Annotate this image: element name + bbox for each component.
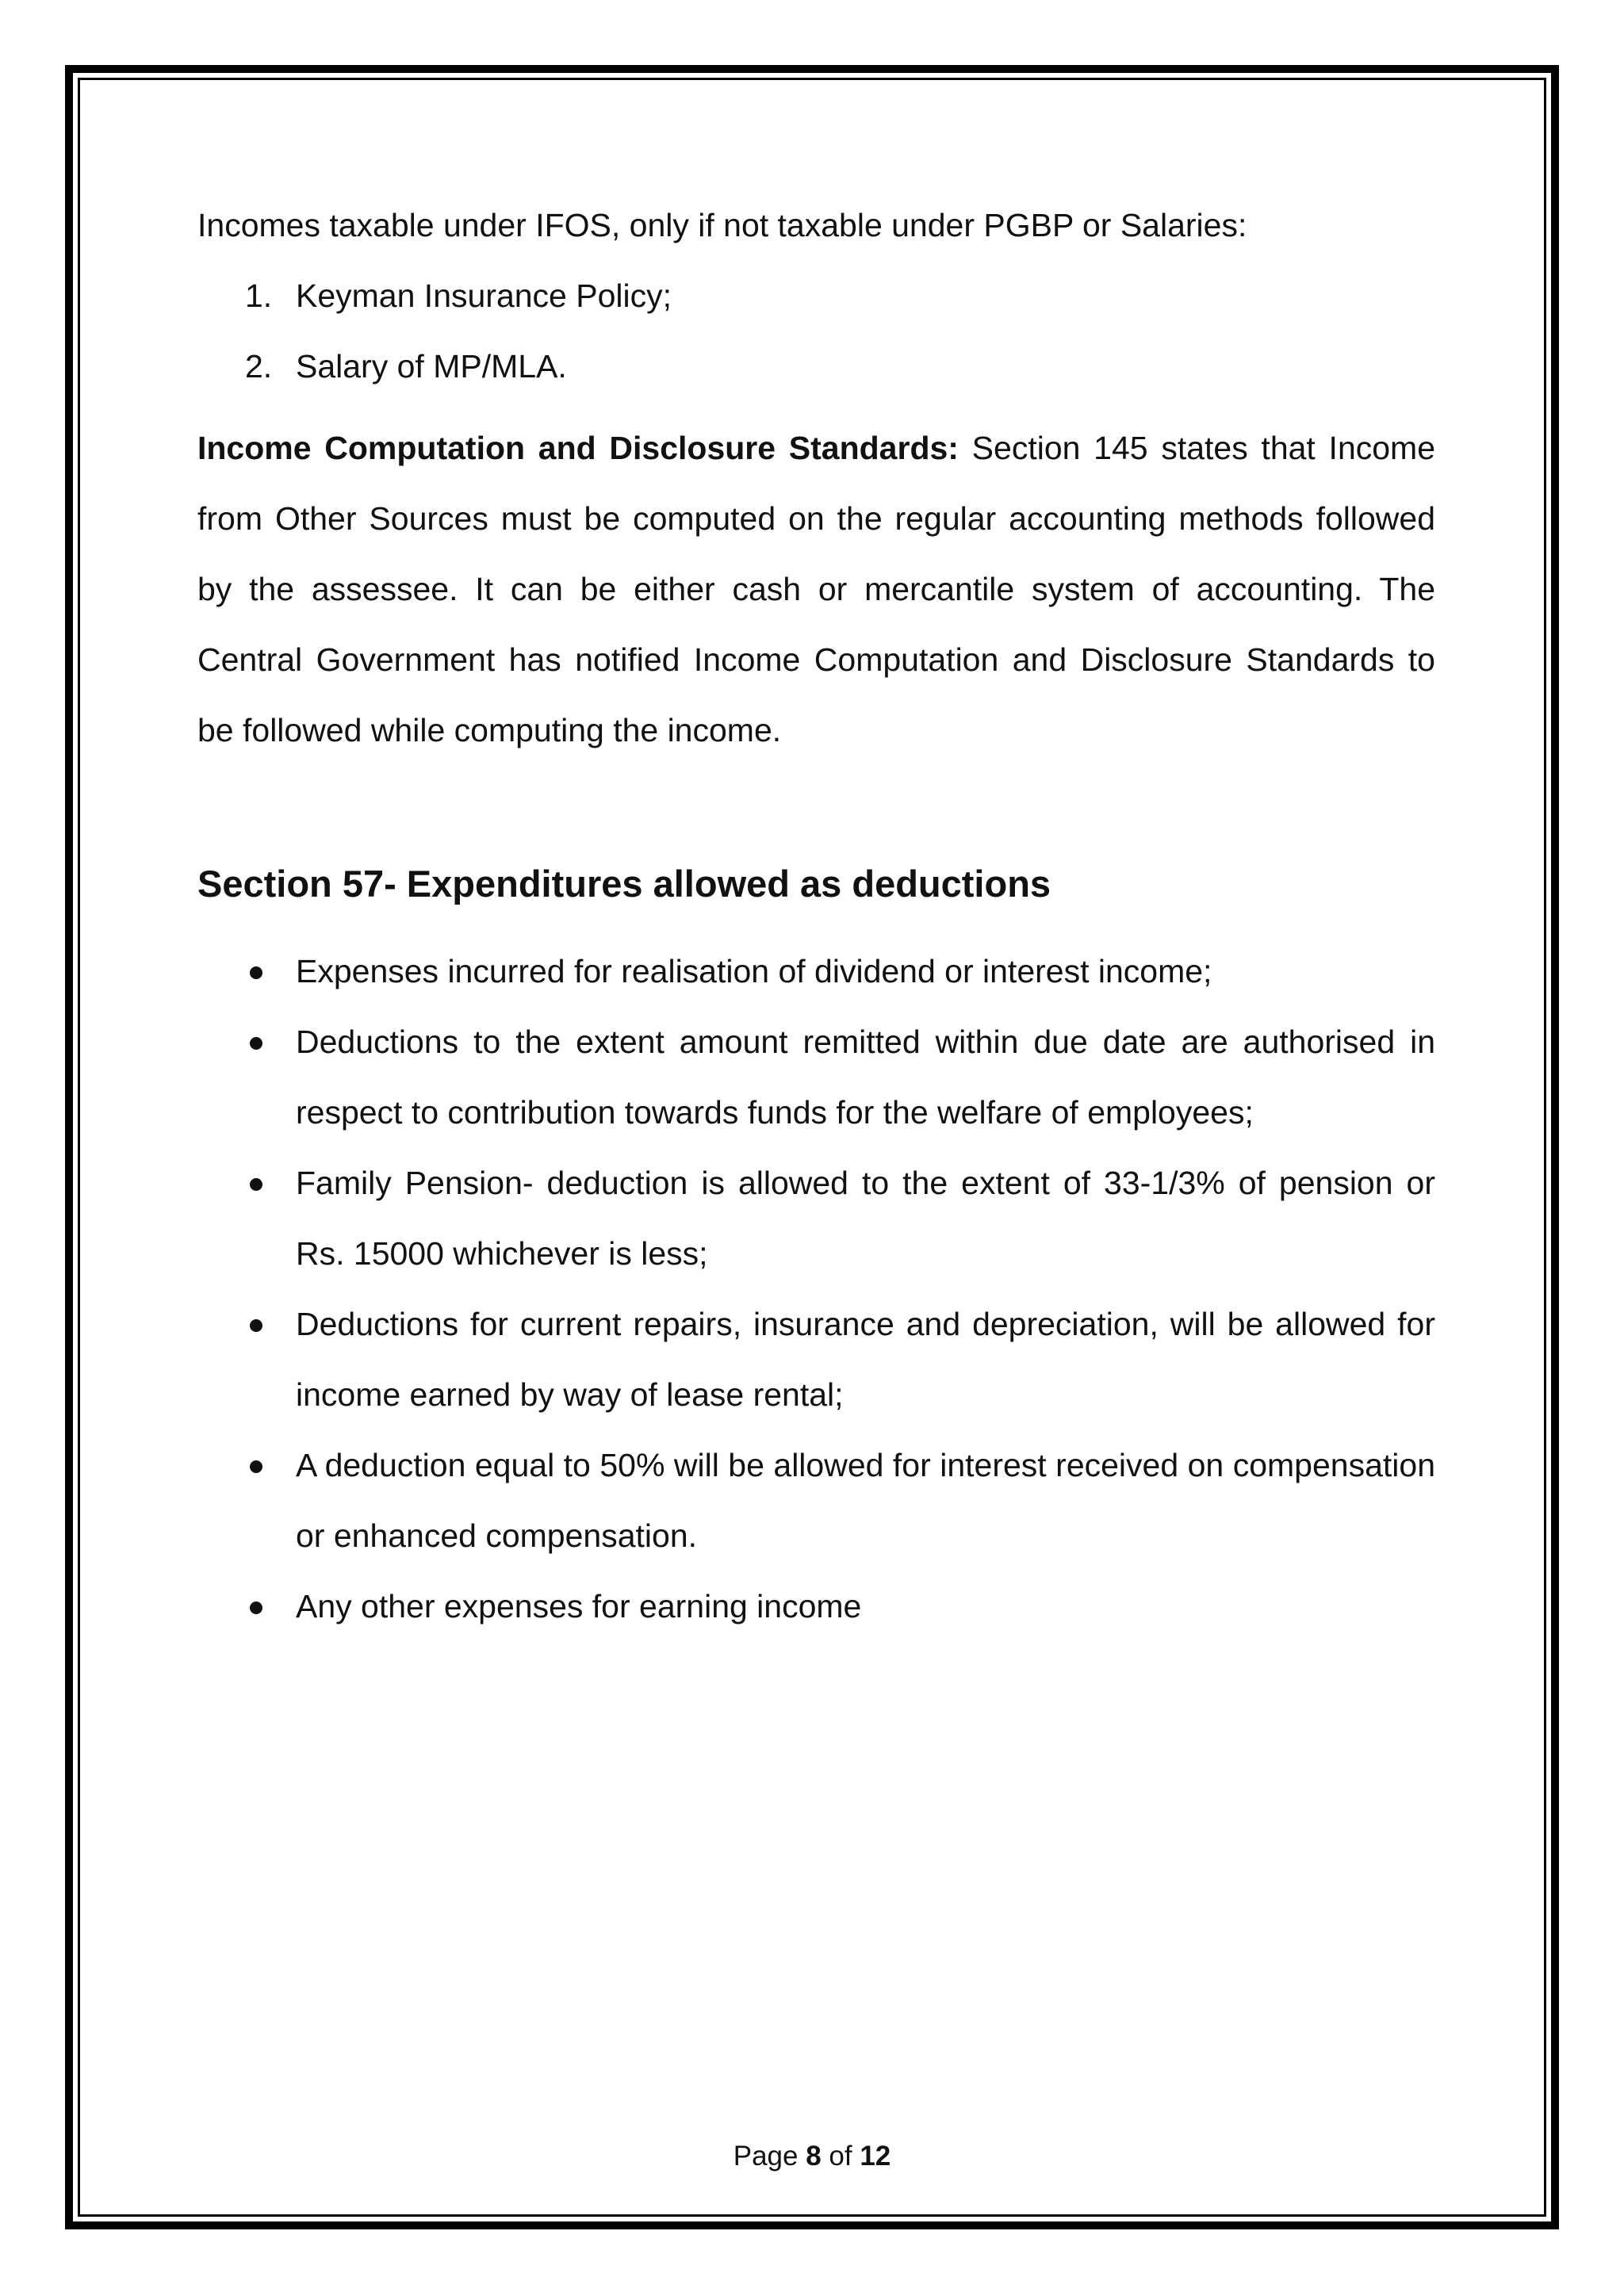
list-item-text: A deduction equal to 50% will be allowed for interest received on compensation or enhanced compensation. bbox=[296, 1447, 1435, 1554]
bullet-icon bbox=[250, 1178, 262, 1191]
list-item-text: Deductions to the extent amount remitted within due date are authorised in respect to contribution towards funds for the welfare of employees; bbox=[296, 1024, 1435, 1131]
list-item bbox=[296, 1148, 1435, 1289]
page-footer bbox=[0, 2141, 1624, 2172]
list-item bbox=[245, 261, 1435, 331]
list-item-text: Deductions for current repairs, insurance and depreciation, will be allowed for income earned by way of lease rental; bbox=[296, 1306, 1435, 1413]
list-item bbox=[296, 1571, 1435, 1642]
list-item bbox=[296, 1430, 1435, 1571]
total-pages-number: 12 bbox=[860, 2141, 891, 2172]
bullet-icon bbox=[250, 1319, 262, 1332]
bullet-icon bbox=[250, 1601, 262, 1614]
list-item bbox=[296, 1289, 1435, 1430]
current-page-number: 8 bbox=[806, 2141, 822, 2172]
icds-text: Section 145 states that Income from Other Sources must be computed on the regular accounting methods followed by the assessee. It can be either cash or mercantile system of accounting. The Central Government has notified Income Computation and Disclosure Standards to be followed while computing the income. bbox=[197, 430, 1436, 748]
section-heading: Section 57- Expenditures allowed as deductions bbox=[197, 863, 1051, 905]
intro-paragraph: Incomes taxable under IFOS, only if not taxable under PGBP or Salaries: bbox=[197, 207, 1247, 243]
deductions-list bbox=[197, 936, 1435, 1642]
list-item-text: Family Pension- deduction is allowed to the extent of 33-1/3% of pension or Rs. 15000 whichever is less; bbox=[296, 1165, 1435, 1272]
list-item-text: Expenses incurred for realisation of dividend or interest income; bbox=[296, 953, 1212, 989]
page-content bbox=[197, 190, 1435, 1642]
list-item-text: Any other expenses for earning income bbox=[296, 1588, 862, 1624]
icds-paragraph bbox=[197, 413, 1435, 766]
list-item-text: Keyman Insurance Policy; bbox=[296, 277, 672, 314]
list-number: 1. bbox=[245, 277, 273, 314]
page-label: Page bbox=[733, 2141, 806, 2172]
list-item bbox=[245, 331, 1435, 402]
taxable-incomes-list bbox=[197, 261, 1435, 402]
bullet-icon bbox=[250, 1460, 262, 1473]
icds-lead: Income Computation and Disclosure Standards: bbox=[197, 430, 959, 466]
bullet-icon bbox=[250, 966, 262, 979]
page-separator: of bbox=[821, 2141, 860, 2172]
bullet-icon bbox=[250, 1037, 262, 1050]
list-item-text: Salary of MP/MLA. bbox=[296, 348, 567, 385]
list-number: 2. bbox=[245, 348, 273, 385]
list-item bbox=[296, 936, 1435, 1007]
list-item bbox=[296, 1007, 1435, 1148]
